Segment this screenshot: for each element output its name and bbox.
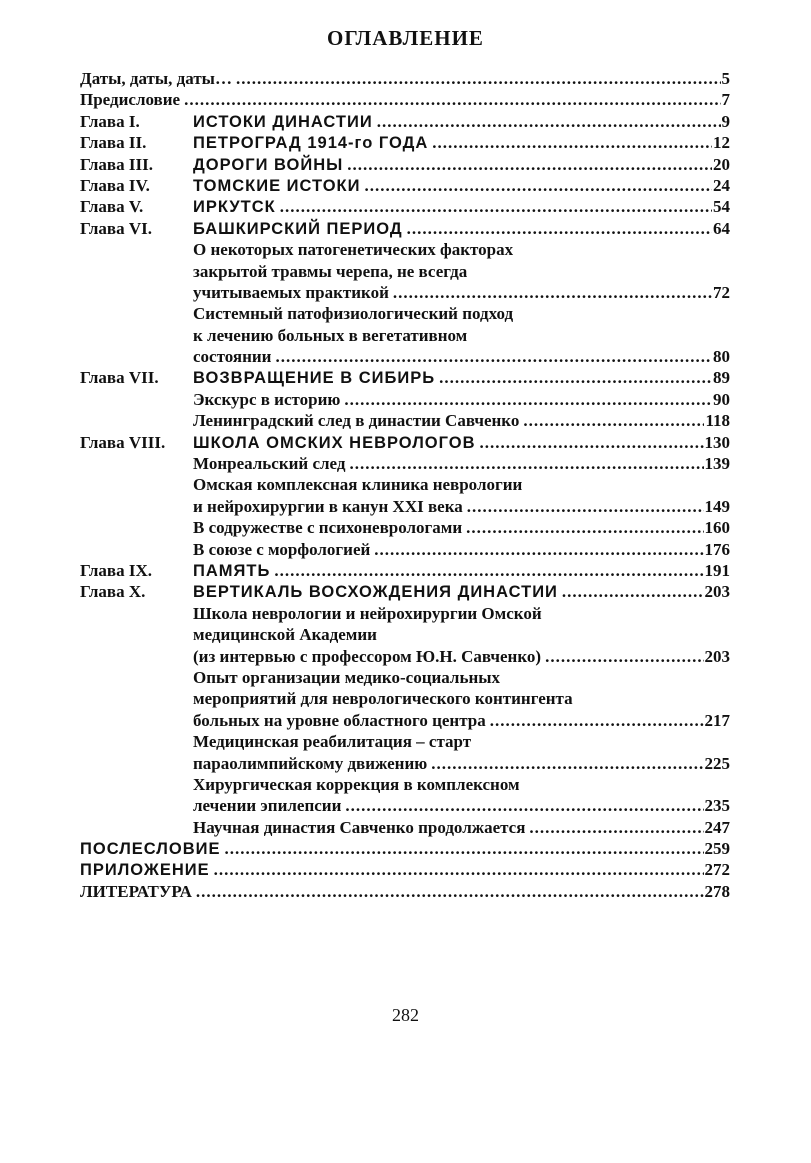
chapter-label: Глава IV.	[80, 175, 150, 195]
toc-entry-literature	[80, 881, 730, 902]
toc-entry-chapter-6	[80, 218, 730, 239]
toc-entry-title: больных на уровне областного центра	[193, 710, 486, 730]
toc-page-number: 90	[713, 389, 730, 409]
toc-page-number: 64	[713, 218, 730, 238]
toc-entry-afterword	[80, 838, 730, 859]
chapter-label: Глава X.	[80, 582, 146, 602]
toc-page-number: 176	[704, 539, 730, 559]
toc-entry-title: Предисловие	[80, 90, 181, 110]
toc-entry-title: ВОЗВРАЩЕНИЕ В СИБИРЬ	[193, 369, 436, 388]
dot-leader	[529, 817, 703, 838]
toc-page-number: 191	[704, 560, 730, 580]
toc-entry-title: В союзе с морфологией	[193, 539, 371, 559]
toc-entry-title: Омская комплексная клиника неврологии	[193, 475, 523, 495]
toc-entry-title: Хирургическая коррекция в комплексном	[193, 774, 520, 794]
toc-subentry	[80, 817, 730, 838]
toc-entry-title: лечении эпилепсии	[193, 796, 342, 816]
toc-entry-title: О некоторых патогенетических факторах	[193, 240, 514, 260]
dot-leader	[562, 581, 704, 602]
dot-leader	[480, 432, 704, 453]
dot-leader	[280, 196, 712, 217]
toc-entry-title: (из интервью с профессором Ю.Н. Савченко)	[193, 646, 542, 666]
toc-entry-chapter-3	[80, 154, 730, 175]
dot-leader	[374, 539, 703, 560]
toc-entry-preface	[80, 89, 730, 110]
toc-subentry	[80, 753, 730, 774]
dot-leader	[364, 175, 712, 196]
toc-subentry	[80, 389, 730, 410]
dot-leader	[347, 154, 712, 175]
toc-entry-title: В содружестве с психоневрологами	[193, 518, 463, 538]
page-number: 282	[392, 1005, 419, 1025]
toc-entry-chapter-7	[80, 367, 730, 388]
toc-page-number: 247	[704, 817, 730, 837]
toc-entry-title: медицинской Академии	[193, 625, 377, 645]
toc-entry-title: закрытой травмы черепа, не всегда	[193, 261, 468, 281]
dot-leader	[184, 89, 720, 110]
dot-leader	[345, 795, 703, 816]
toc-subentry-line	[80, 774, 730, 795]
toc-page-number: 278	[704, 881, 730, 901]
toc-subentry-line	[80, 303, 730, 324]
toc-entry-title: ИРКУТСК	[193, 198, 276, 217]
toc-entry-title: учитываемых практикой	[193, 282, 389, 302]
toc-entry-title: ПАМЯТЬ	[193, 561, 271, 580]
toc-entry-chapter-10	[80, 581, 730, 602]
toc-entry-chapter-8	[80, 432, 730, 453]
toc-entry-title: Даты, даты, даты…	[80, 69, 232, 88]
toc-entry-title: Монреальский след	[193, 454, 346, 474]
toc-entry-title: Опыт организации медико-социальных	[193, 667, 501, 687]
dot-leader	[545, 646, 703, 667]
toc-entry-title: БАШКИРСКИЙ ПЕРИОД	[193, 219, 403, 238]
toc-subentry	[80, 453, 730, 474]
toc-subentry-line	[80, 667, 730, 688]
toc-entry-chapter-2	[80, 132, 730, 153]
toc-subentry	[80, 410, 730, 431]
dot-leader	[377, 111, 721, 132]
toc-page-number: 235	[704, 796, 730, 816]
toc-entry-dates	[80, 68, 730, 89]
toc-entry-chapter-9	[80, 560, 730, 581]
toc-subentry	[80, 346, 730, 367]
dot-leader	[393, 282, 712, 303]
dot-leader	[431, 753, 703, 774]
toc-entry-title: Системный патофизиологический подход	[193, 304, 514, 324]
toc-page-number: 72	[713, 282, 730, 302]
toc-page-number: 54	[713, 197, 730, 217]
toc-entry-title: Школа неврологии и нейрохирургии Омской	[193, 603, 542, 623]
toc-entry-title: ТОМСКИЕ ИСТОКИ	[193, 176, 361, 195]
toc-page-number: 118	[705, 411, 730, 431]
toc-page-number: 203	[704, 646, 730, 666]
chapter-label: Глава III.	[80, 154, 153, 174]
toc-entry-title: параолимпийскому движению	[193, 753, 428, 773]
toc-page-number: 259	[704, 839, 730, 859]
dot-leader	[274, 560, 703, 581]
toc-entry-title: ПЕТРОГРАД 1914-го ГОДА	[193, 134, 429, 153]
toc-entry-chapter-4	[80, 175, 730, 196]
dot-leader	[523, 410, 704, 431]
toc-page-number: 5	[721, 69, 730, 88]
toc-subentry-line	[80, 731, 730, 752]
chapter-label: Глава II.	[80, 133, 147, 153]
toc-entry-title: Экскурс в историю	[193, 389, 341, 409]
toc-entry-title: ПОСЛЕСЛОВИЕ	[80, 840, 221, 859]
chapter-label: Глава IX.	[80, 560, 153, 580]
chapter-label: Глава V.	[80, 197, 144, 217]
toc-page-number: 9	[721, 111, 730, 131]
toc-subentry	[80, 517, 730, 538]
toc-page-number: 80	[713, 347, 730, 367]
toc-page-number: 160	[704, 518, 730, 538]
dot-leader	[344, 389, 712, 410]
toc-entry-title: Ленинградский след в династии Савченко	[193, 411, 520, 431]
toc-entry-appendix	[80, 859, 730, 880]
toc-page-number: 272	[704, 860, 730, 880]
dot-leader	[466, 517, 703, 538]
toc-page-number: 149	[704, 496, 730, 516]
toc-subentry-line	[80, 474, 730, 495]
chapter-label: Глава VII.	[80, 368, 159, 388]
toc-page-number: 225	[704, 753, 730, 773]
toc-subentry-line	[80, 239, 730, 260]
toc-entry-chapter-1	[80, 111, 730, 132]
dot-leader	[467, 496, 704, 517]
toc-page-number: 24	[713, 175, 730, 195]
table-of-contents	[80, 68, 730, 902]
toc-subentry	[80, 795, 730, 816]
toc-entry-title: ЛИТЕРАТУРА	[80, 881, 192, 901]
toc-entry-title: Научная династия Савченко продолжается	[193, 817, 526, 837]
dot-leader	[490, 710, 704, 731]
chapter-label: Глава I.	[80, 111, 140, 131]
toc-entry-title: к лечению больных в вегетативном	[193, 325, 468, 345]
toc-entry-title: мероприятий для неврологического контингента	[193, 689, 573, 709]
toc-page-number: 12	[713, 133, 730, 153]
toc-entry-title: Медицинская реабилитация – старт	[193, 732, 472, 752]
toc-subentry-line	[80, 325, 730, 346]
toc-entry-title: ДОРОГИ ВОЙНЫ	[193, 155, 344, 174]
toc-entry-title: ШКОЛА ОМСКИХ НЕВРОЛОГОВ	[193, 433, 476, 452]
toc-entry-title: и нейрохирургии в канун XXI века	[193, 496, 463, 516]
dot-leader	[349, 453, 703, 474]
toc-subentry-line	[80, 603, 730, 624]
toc-subentry	[80, 282, 730, 303]
dot-leader	[275, 346, 712, 367]
dot-leader	[224, 838, 703, 859]
chapter-label: Глава VIII.	[80, 432, 166, 452]
toc-subentry	[80, 539, 730, 560]
toc-page-number: 217	[704, 710, 730, 730]
dot-leader	[196, 881, 704, 902]
toc-subentry-line	[80, 261, 730, 282]
toc-entry-title: ИСТОКИ ДИНАСТИИ	[193, 112, 373, 131]
toc-page-number: 139	[704, 454, 730, 474]
toc-entry-title: ВЕРТИКАЛЬ ВОСХОЖДЕНИЯ ДИНАСТИИ	[193, 583, 558, 602]
toc-entry-title: ПРИЛОЖЕНИЕ	[80, 861, 210, 880]
toc-page-number: 20	[713, 154, 730, 174]
dot-leader	[432, 132, 712, 153]
toc-page-number: 89	[713, 368, 730, 388]
toc-page-number: 7	[721, 90, 730, 110]
dot-leader	[407, 218, 712, 239]
toc-subentry-line	[80, 624, 730, 645]
toc-subentry	[80, 646, 730, 667]
toc-entry-chapter-5	[80, 196, 730, 217]
toc-entry-title: состоянии	[193, 347, 272, 367]
toc-subentry-line	[80, 688, 730, 709]
dot-leader	[214, 859, 704, 880]
toc-subentry	[80, 496, 730, 517]
toc-page-number: 130	[704, 432, 730, 452]
toc-page-number: 203	[704, 582, 730, 602]
dot-leader	[236, 68, 721, 89]
dot-leader	[439, 367, 712, 388]
toc-subentry	[80, 710, 730, 731]
page-title: ОГЛАВЛЕНИЕ	[327, 26, 484, 50]
chapter-label: Глава VI.	[80, 218, 153, 238]
